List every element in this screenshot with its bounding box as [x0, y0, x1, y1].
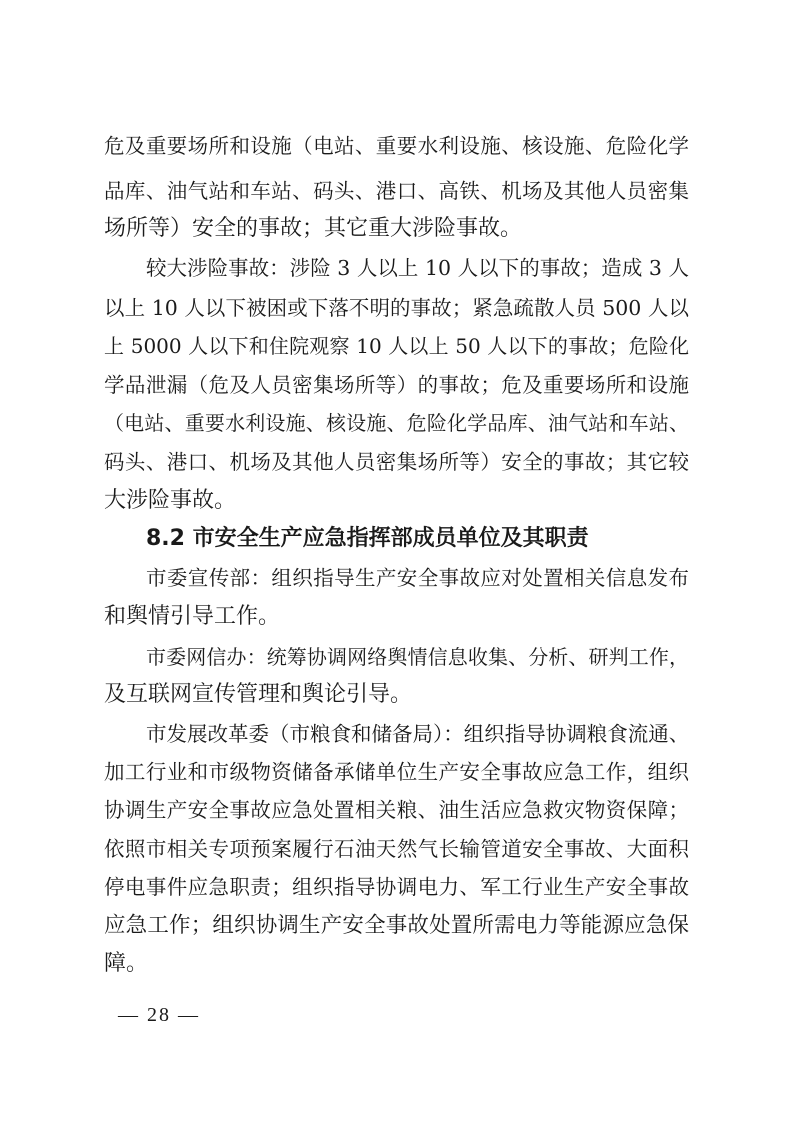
section-heading: 8.2 市安全生产应急指挥部成员单位及其职责 — [146, 526, 589, 551]
body-text-line: 应急工作；组织协调生产安全事故处置所需电力等能源应急保 — [104, 913, 689, 938]
body-text-line: 依照市相关专项预案履行石油天然气长输管道安全事故、大面积 — [104, 837, 689, 861]
page-number: — 28 — — [118, 1004, 200, 1026]
body-text-line: 上 5000 人以下和住院观察 10 人以上 50 人以下的事故；危险化 — [104, 334, 689, 358]
body-text-line: 和舆情引导工作。 — [104, 604, 281, 629]
body-text-line: 障。 — [104, 951, 149, 976]
body-text-line: 停电事件应急职责；组织指导协调电力、军工行业生产安全事故 — [104, 875, 689, 899]
paragraph-first-line: 市发展改革委（市粮食和储备局）：组织指导协调粮食流通、 — [146, 722, 690, 746]
body-text-line: 码头、港口、机场及其他人员密集场所等）安全的事故；其它较 — [104, 450, 689, 474]
body-text-line: 及互联网宣传管理和舆论引导。 — [104, 682, 413, 707]
paragraph-first-line: 市委宣传部：组织指导生产安全事故应对处置相关信息发布 — [146, 566, 689, 590]
body-text-line: 场所等）安全的事故；其它重大涉险事故。 — [104, 216, 523, 241]
body-text-line: 学品泄漏（危及人员密集场所等）的事故；危及重要场所和设施 — [104, 373, 689, 397]
paragraph-first-line: 市委网信办：统筹协调网络舆情信息收集、分析、研判工作， — [146, 645, 689, 669]
paragraph-first-line: 较大涉险事故：涉险 3 人以上 10 人以下的事故；造成 3 人 — [146, 256, 689, 280]
body-text-line: 以上 10 人以下被困或下落不明的事故；紧急疏散人员 500 人以 — [104, 296, 689, 320]
body-text-line: 大涉险事故。 — [104, 488, 237, 513]
body-text-line: 协调生产安全事故应急处置相关粮、油生活应急救灾物资保障； — [104, 798, 689, 822]
body-text-line: （电站、重要水利设施、核设施、危险化学品库、油气站和车站、 — [104, 411, 689, 435]
body-text-line: 危及重要场所和设施（电站、重要水利设施、核设施、危险化学 — [104, 134, 689, 158]
body-text-line: 品库、油气站和车站、码头、港口、高铁、机场及其他人员密集 — [104, 179, 689, 203]
body-text-line: 加工行业和市级物资储备承储单位生产安全事故应急工作，组织 — [104, 760, 689, 784]
